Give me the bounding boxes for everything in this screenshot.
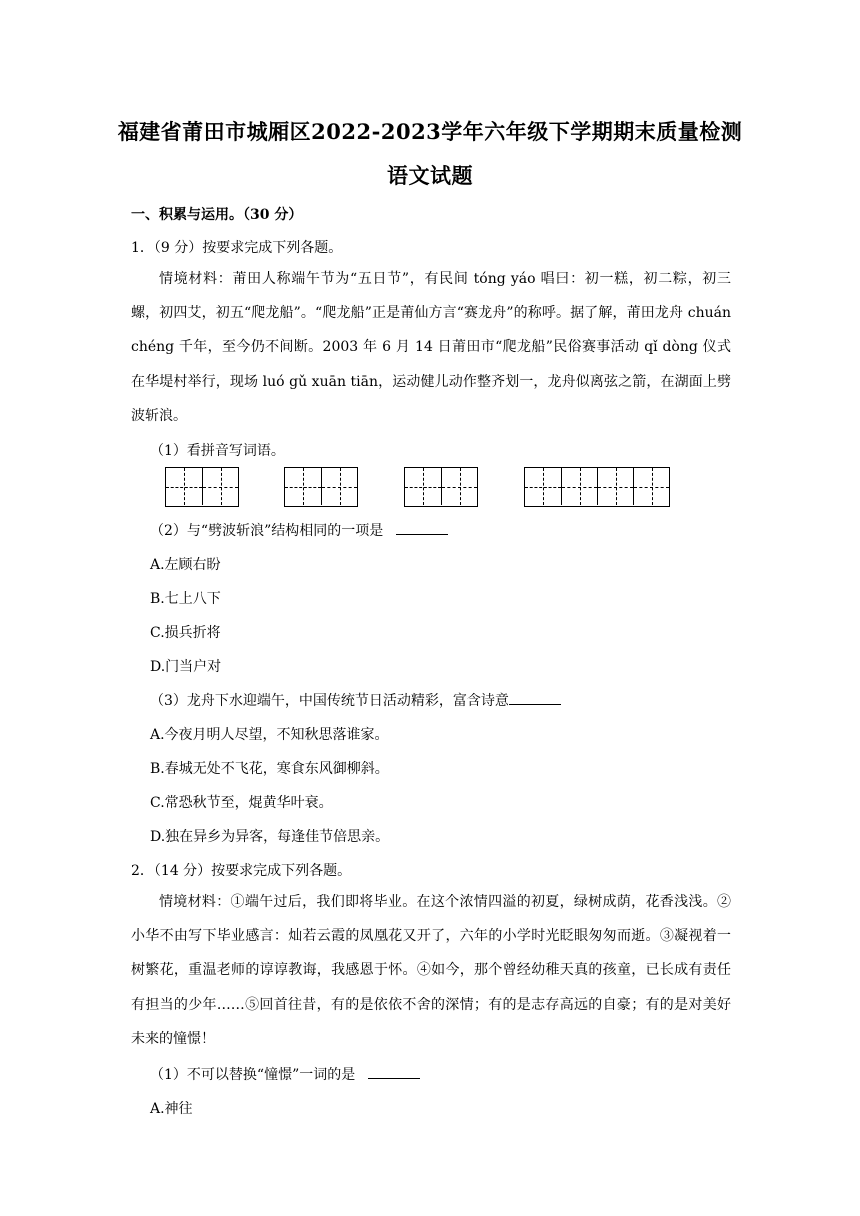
- question-1-sub1: （1）看拼音写词语。: [150, 443, 285, 459]
- option-d: D.独在异乡为异客，每逢佳节倍思亲。: [150, 829, 390, 845]
- exam-title: 福建省莆田市城厢区2022-2023学年六年级下学期期末质量检测: [117, 119, 743, 144]
- option-c: C.常恐秋节至，焜黄华叶衰。: [150, 795, 333, 811]
- grid-cell: [633, 468, 669, 505]
- option-a: A.神往: [150, 1101, 193, 1117]
- question-2-stem: 2．（14 分）按要求完成下列各题。: [131, 863, 352, 879]
- question-1-stem: 1．（9 分）按要求完成下列各题。: [131, 240, 343, 256]
- grid-cell: [405, 468, 441, 505]
- grid-cell: [525, 468, 561, 505]
- grid-cell: [561, 468, 597, 505]
- option-a: A.左顾右盼: [150, 557, 221, 573]
- question-1-material: 情境材料：莆田人称端午节为“五日节”，有民间 tóng yáo 唱曰：初一糕，初二粽，初三螺，初四艾，初五“爬龙船”。“爬龙船”正是莆仙方言“赛龙舟”的称呼。据了解，莆田龙舟 chuán chéng 千年，至今仍不间断。2003 年 6 月 14 日莆田市“爬龙船”民俗赛事活动 qǐ dòng 仪式在华堤村举行，现场 luó gǔ xuān tiān，运动健儿动作整齐划一，龙舟似离弦之箭，在湖面上劈波斩浪。: [131, 271, 731, 424]
- exam-subtitle: 语文试题: [387, 163, 473, 188]
- option-b: B.七上八下: [150, 591, 221, 607]
- grid-cell: [321, 468, 357, 505]
- section-heading: 一、积累与运用。（30 分）: [131, 207, 303, 223]
- writing-grid-1[interactable]: [165, 467, 239, 507]
- option-c: C.损兵折将: [150, 625, 221, 641]
- writing-grid-3[interactable]: [404, 467, 478, 507]
- answer-blank[interactable]: [396, 522, 448, 535]
- answer-blank[interactable]: [509, 692, 561, 705]
- question-2-sub1: [150, 1064, 420, 1084]
- question-1-sub2-text: （2）与“劈波斩浪”结构相同的一项是: [150, 523, 384, 539]
- question-1-sub3-text: （3）龙舟下水迎端午，中国传统节日活动精彩，富含诗意: [150, 693, 509, 709]
- grid-cell: [285, 468, 321, 505]
- grid-cell: [441, 468, 477, 505]
- grid-cell: [166, 468, 202, 505]
- writing-grid-4[interactable]: [524, 467, 670, 507]
- writing-grid-2[interactable]: [284, 467, 358, 507]
- option-b: B.春城无处不飞花，寒食东风御柳斜。: [150, 761, 389, 777]
- grid-cell: [202, 468, 238, 505]
- option-a: A.今夜月明人尽望，不知秋思落谁家。: [150, 727, 389, 743]
- option-d: D.门当户对: [150, 659, 222, 675]
- question-1-sub3: [150, 690, 561, 710]
- grid-cell: [597, 468, 633, 505]
- question-2-material: 情境材料：①端午过后，我们即将毕业。在这个浓情四溢的初夏，绿树成荫，花香浅浅。②小华不由写下毕业感言：灿若云霞的凤凰花又开了，六年的小学时光眨眼匆匆而逝。③凝视着一树繁花，重温老师的谆谆教诲，我感恩于怀。④如今，那个曾经幼稚天真的孩童，已长成有责任有担当的少年……⑤回首往昔，有的是依依不舍的深情；有的是志存高远的自豪；有的是对美好未来的憧憬！: [131, 894, 731, 1047]
- question-1-sub2: [150, 520, 448, 540]
- answer-blank[interactable]: [368, 1066, 420, 1079]
- question-2-sub1-text: （1）不可以替换“憧憬”一词的是: [150, 1067, 356, 1083]
